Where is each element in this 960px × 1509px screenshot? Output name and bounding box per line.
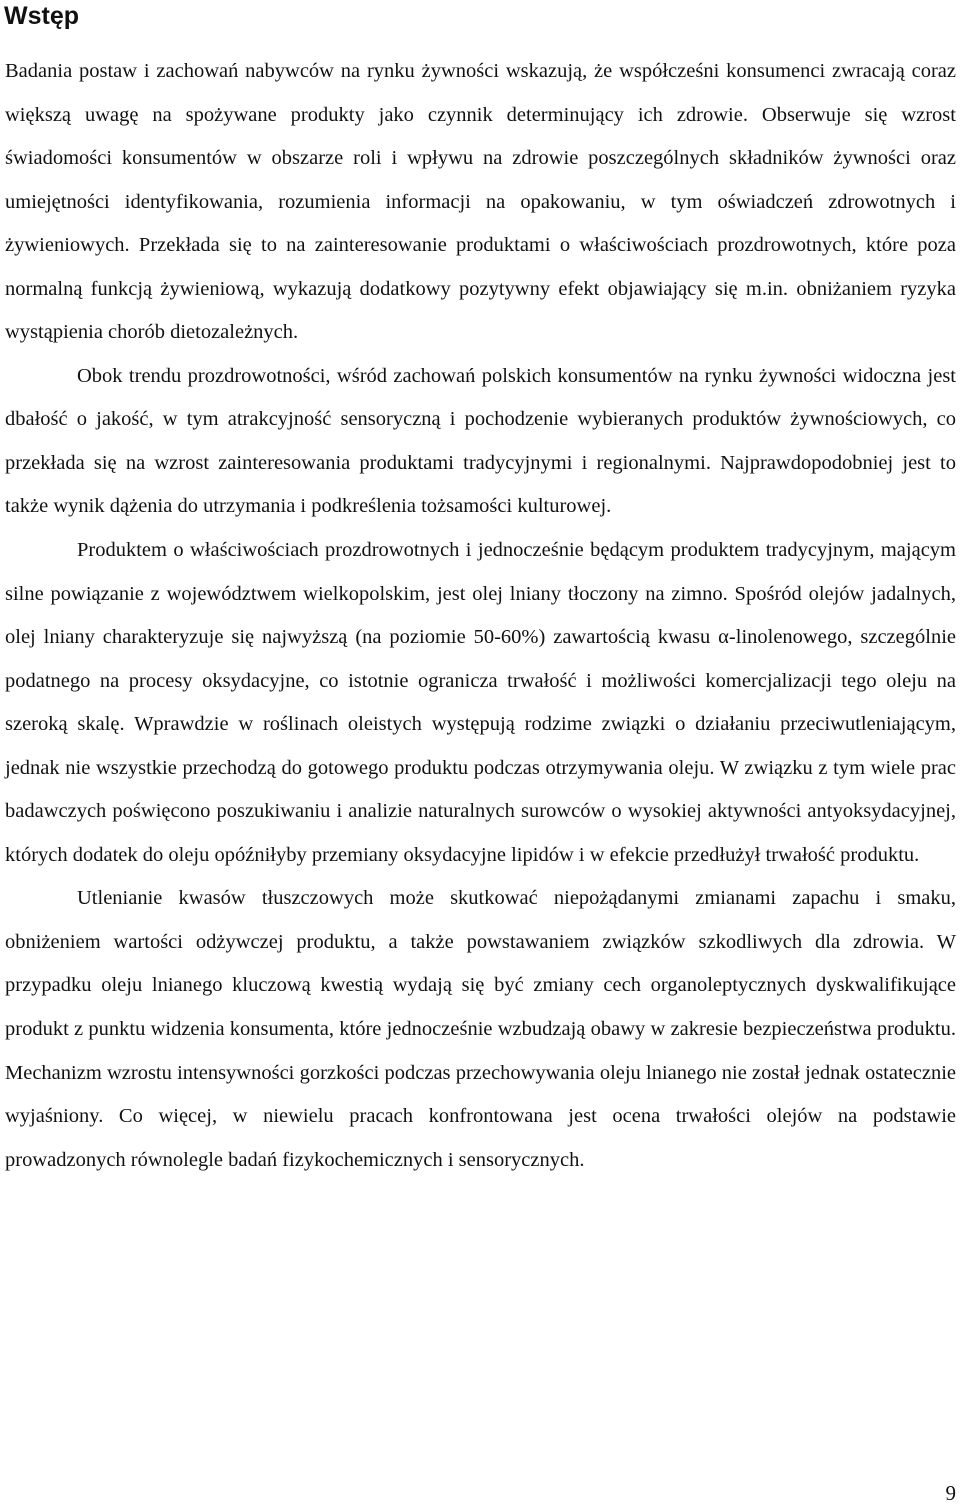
body-text	[5, 50, 956, 1182]
paragraph-3: Produktem o właściwościach prozdrowotnych i jednocześnie będącym produktem tradycyjnym, mającym silne powiązanie z województwem wielkopolskim, jest olej lniany tłoczony na zimno. Spośród olejów jadalnych, olej lniany charakteryzuje się najwyższą (na poziomie 50-60%) zawartością kwasu α-linolenowego, szczególnie podatnego na procesy oksydacyjne, co istotnie ogranicza trwałość i możliwości komercjalizacji tego oleju na szeroką skalę. Wprawdzie w roślinach oleistych występują rodzime związki o działaniu przeciwutleniającym, jednak nie wszystkie przechodzą do gotowego produktu podczas otrzymywania oleju. W związku z tym wiele prac badawczych poświęcono poszukiwaniu i analizie naturalnych surowców o wysokiej aktywności antyoksydacyjnej, których dodatek do oleju opóźniłyby przemiany oksydacyjne lipidów i w efekcie przedłużył trwałość produktu.	[5, 539, 956, 866]
page-number: 9	[945, 1481, 956, 1505]
section-heading: Wstęp	[4, 2, 79, 30]
paragraph-4: Utlenianie kwasów tłuszczowych może skutkować niepożądanymi zmianami zapachu i smaku, obniżeniem wartości odżywczej produktu, a także powstawaniem związków szkodliwych dla zdrowia. W przypadku oleju lnianego kluczową kwestią wydają się być zmiany cech organoleptycznych dyskwalifikujące produkt z punktu widzenia konsumenta, które jednocześnie wzbudzają obawy w zakresie bezpieczeństwa produktu. Mechanizm wzrostu intensywności gorzkości podczas przechowywania oleju lnianego nie został jednak ostatecznie wyjaśniony. Co więcej, w niewielu pracach konfrontowana jest ocena trwałości olejów na podstawie prowadzonych równolegle badań fizykochemicznych i sensorycznych.	[5, 887, 956, 1171]
paragraph-2: Obok trendu prozdrowotności, wśród zachowań polskich konsumentów na rynku żywności widoczna jest dbałość o jakość, w tym atrakcyjność sensoryczną i pochodzenie wybieranych produktów żywnościowych, co przekłada się na wzrost zainteresowania produktami tradycyjnymi i regionalnymi. Najprawdopodobniej jest to także wynik dążenia do utrzymania i podkreślenia tożsamości kulturowej.	[5, 364, 956, 518]
paragraph-1: Badania postaw i zachowań nabywców na rynku żywności wskazują, że współcześni konsumenci zwracają coraz większą uwagę na spożywane produkty jako czynnik determinujący ich zdrowie. Obserwuje się wzrost świadomości konsumentów w obszarze roli i wpływu na zdrowie poszczególnych składników żywności oraz umiejętności identyfikowania, rozumienia informacji na opakowaniu, w tym oświadczeń zdrowotnych i żywieniowych. Przekłada się to na zainteresowanie produktami o właściwościach prozdrowotnych, które poza normalną funkcją żywieniową, wykazują dodatkowy pozytywny efekt objawiający się m.in. obniżaniem ryzyka wystąpienia chorób dietozależnych.	[5, 60, 956, 344]
